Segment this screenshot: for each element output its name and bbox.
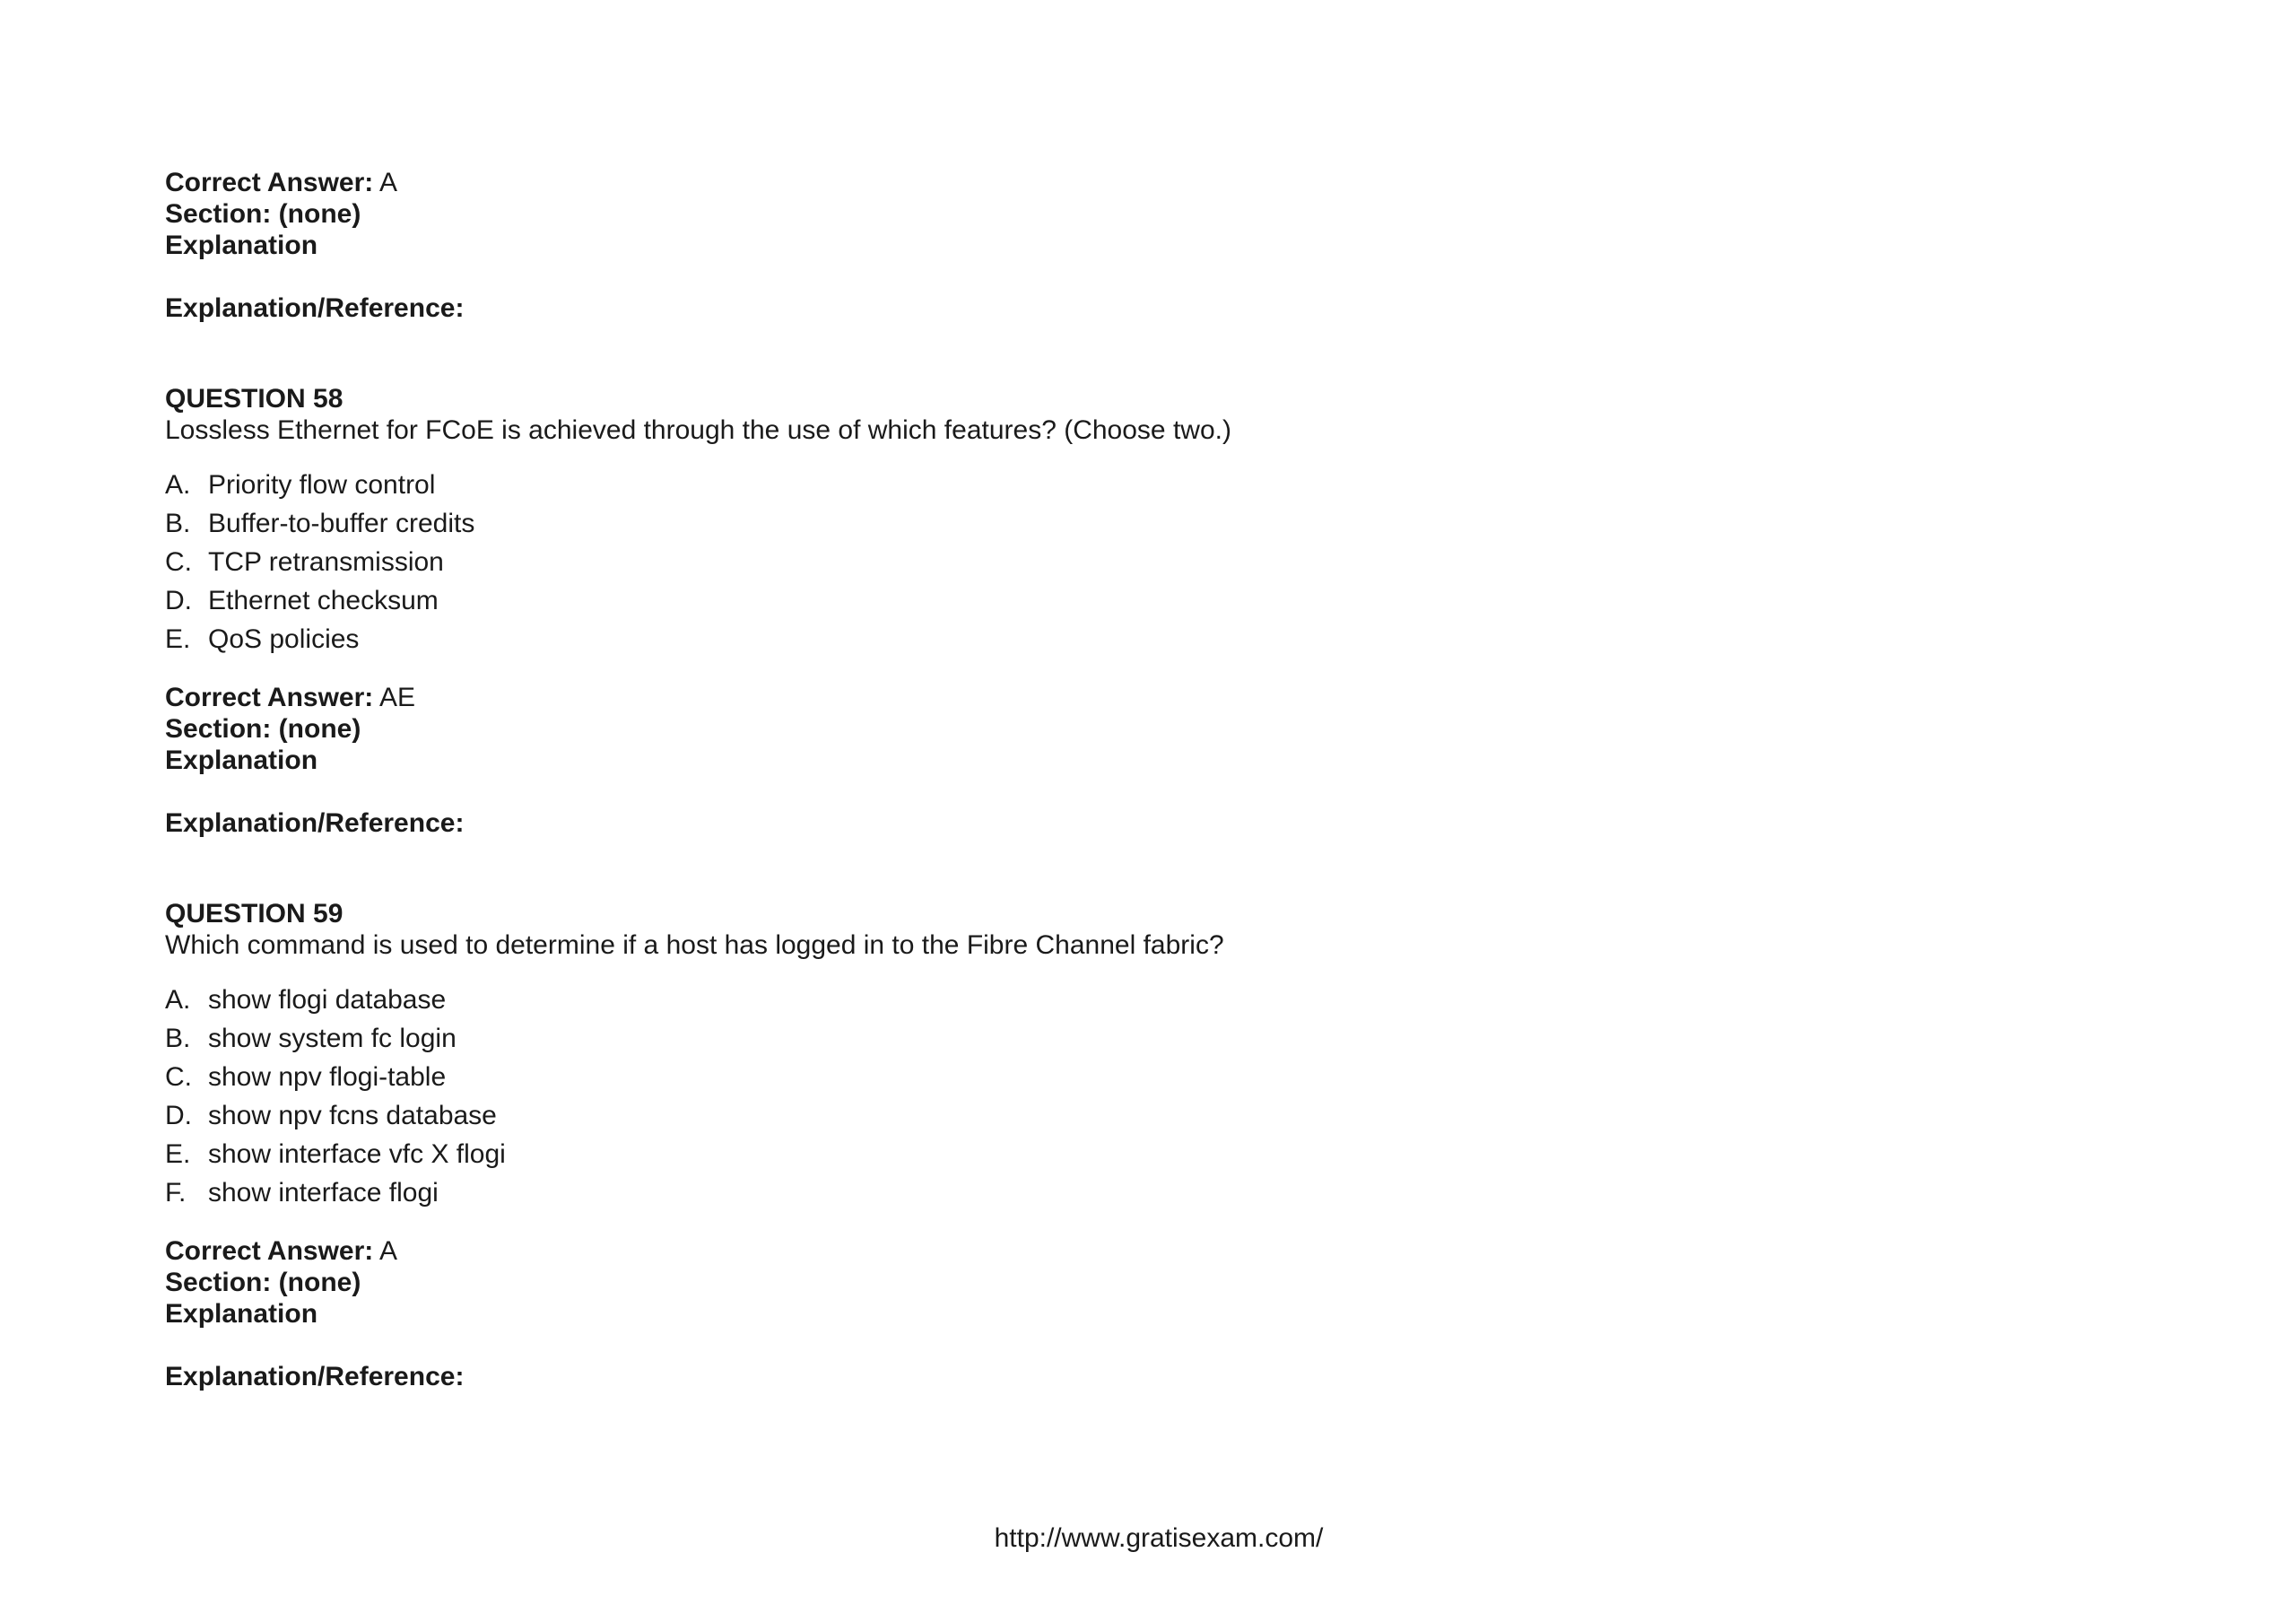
- question-text: Which command is used to determine if a host has logged in to the Fibre Channel fabric?: [165, 930, 1224, 960]
- document-page: [165, 167, 2138, 1392]
- option-letter: F.: [165, 1178, 187, 1208]
- explanation-heading: Explanation: [165, 1299, 318, 1329]
- option-item: [165, 1096, 2138, 1135]
- option-letter: C.: [165, 1062, 192, 1092]
- option-item: [165, 581, 2138, 620]
- option-item: [165, 543, 2138, 581]
- explanation-heading: Explanation: [165, 746, 318, 775]
- option-letter: C.: [165, 547, 192, 577]
- option-text: show npv fcns database: [208, 1101, 497, 1130]
- option-item: [165, 504, 2138, 543]
- explanation-heading: Explanation: [165, 231, 318, 260]
- option-text: show flogi database: [208, 985, 447, 1015]
- options-list: [165, 466, 2138, 658]
- option-letter: A.: [165, 985, 191, 1015]
- correct-answer-value: A: [373, 168, 397, 197]
- option-item: [165, 466, 2138, 504]
- option-text: show interface flogi: [208, 1178, 439, 1208]
- option-letter: B.: [165, 509, 191, 538]
- option-item: [165, 620, 2138, 658]
- footer-url-link[interactable]: http://www.gratisexam.com/: [994, 1523, 1324, 1553]
- option-text: TCP retransmission: [208, 547, 444, 577]
- option-item: [165, 981, 2138, 1019]
- page-footer: [0, 1522, 2296, 1554]
- correct-answer-line: [165, 1235, 2138, 1267]
- correct-answer-line: [165, 167, 2138, 198]
- correct-answer-label: Correct Answer:: [165, 168, 374, 197]
- correct-answer-label: Correct Answer:: [165, 683, 374, 712]
- option-text: Buffer-to-buffer credits: [208, 509, 475, 538]
- option-item: [165, 1173, 2138, 1212]
- option-text: Ethernet checksum: [208, 586, 439, 615]
- explanation-reference-heading: Explanation/Reference:: [165, 1362, 465, 1391]
- section-line: Section: (none): [165, 714, 361, 744]
- options-list: [165, 981, 2138, 1212]
- section-line: Section: (none): [165, 1268, 361, 1297]
- section-line: Section: (none): [165, 199, 361, 229]
- option-letter: B.: [165, 1024, 191, 1053]
- option-letter: E.: [165, 1139, 191, 1169]
- explanation-reference-heading: Explanation/Reference:: [165, 808, 465, 838]
- question-text: Lossless Ethernet for FCoE is achieved through the use of which features? (Choose two.): [165, 415, 1231, 445]
- correct-answer-value: AE: [373, 683, 415, 712]
- option-text: show system fc login: [208, 1024, 457, 1053]
- option-text: Priority flow control: [208, 470, 436, 500]
- option-item: [165, 1135, 2138, 1173]
- correct-answer-label: Correct Answer:: [165, 1236, 374, 1266]
- question-title: QUESTION 59: [165, 899, 344, 929]
- explanation-reference-heading: Explanation/Reference:: [165, 293, 465, 323]
- option-text: QoS policies: [208, 624, 360, 654]
- option-letter: A.: [165, 470, 191, 500]
- correct-answer-value: A: [373, 1236, 397, 1266]
- option-letter: E.: [165, 624, 191, 654]
- option-text: show npv flogi-table: [208, 1062, 447, 1092]
- option-item: [165, 1019, 2138, 1058]
- correct-answer-line: [165, 682, 2138, 713]
- option-letter: D.: [165, 1101, 192, 1130]
- option-text: show interface vfc X flogi: [208, 1139, 506, 1169]
- option-letter: D.: [165, 586, 192, 615]
- question-title: QUESTION 58: [165, 384, 344, 414]
- option-item: [165, 1058, 2138, 1096]
